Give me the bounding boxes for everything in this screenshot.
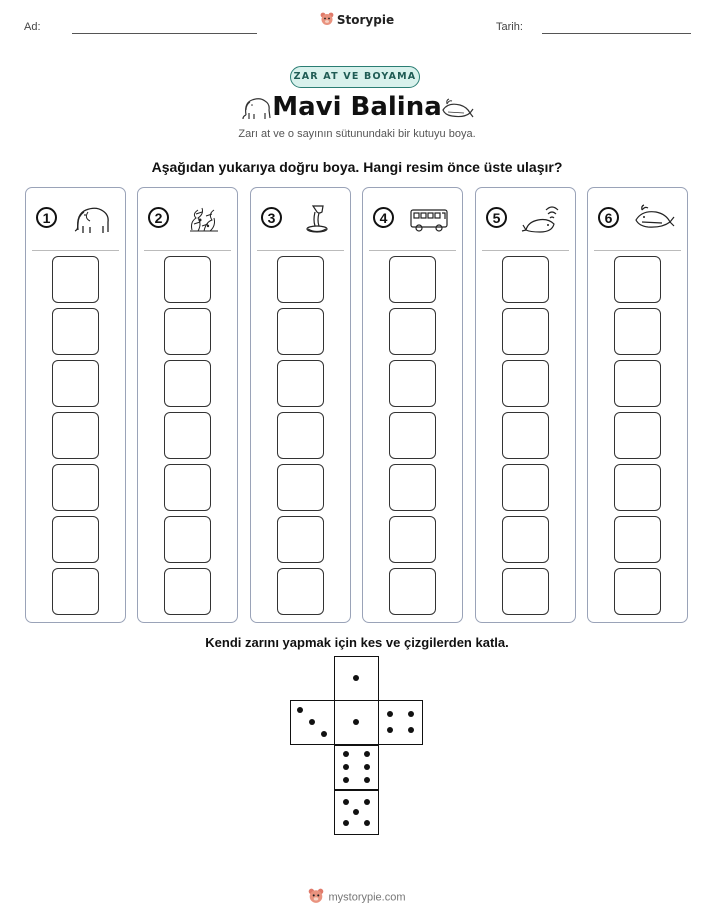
color-box[interactable]: [614, 412, 661, 459]
date-line: [542, 33, 691, 34]
color-box[interactable]: [277, 568, 324, 615]
dice-pip: [343, 764, 349, 770]
color-box[interactable]: [389, 412, 436, 459]
color-box[interactable]: [277, 412, 324, 459]
dice-pip: [343, 751, 349, 757]
color-box[interactable]: [52, 308, 99, 355]
column-number: 4: [373, 207, 394, 228]
color-box[interactable]: [164, 516, 211, 563]
instruction-text: Aşağıdan yukarıya doğru boya. Hangi resim önce üste ulaşır?: [151, 159, 563, 175]
column-divider: [32, 250, 119, 251]
bear-logo-icon: [320, 12, 334, 29]
dice-pip: [297, 707, 303, 713]
dice-pip: [343, 820, 349, 826]
dice-pip: [364, 820, 370, 826]
column-header: [138, 188, 237, 250]
bus-icon: [407, 200, 449, 236]
color-box[interactable]: [502, 464, 549, 511]
footer-url: mystorypie.com: [328, 891, 406, 904]
color-box[interactable]: [502, 360, 549, 407]
dice-face-3: [290, 700, 335, 745]
color-box[interactable]: [277, 256, 324, 303]
seaweed-icon: [182, 200, 224, 236]
dice-pip: [353, 809, 359, 815]
column-6: [587, 187, 688, 623]
dice-instruction: Kendi zarını yapmak için kes ve çizgilerden katla.: [205, 635, 509, 650]
color-box[interactable]: [277, 360, 324, 407]
color-box[interactable]: [277, 308, 324, 355]
color-box[interactable]: [614, 568, 661, 615]
column-divider: [369, 250, 456, 251]
column-header: [588, 188, 687, 250]
color-box[interactable]: [52, 412, 99, 459]
activity-badge: ZAR AT VE BOYAMA: [290, 66, 420, 88]
dice-pip: [353, 675, 359, 681]
dice-pip: [408, 727, 414, 733]
color-box[interactable]: [52, 516, 99, 563]
dice-face-4: [378, 700, 423, 745]
name-label: Ad:: [24, 21, 41, 33]
color-box[interactable]: [164, 308, 211, 355]
color-box[interactable]: [502, 256, 549, 303]
color-box[interactable]: [389, 256, 436, 303]
color-box[interactable]: [502, 516, 549, 563]
color-box[interactable]: [389, 360, 436, 407]
subtitle: Zarı at ve o sayının sütunundaki bir kutuyu boya.: [238, 128, 476, 140]
color-box[interactable]: [52, 256, 99, 303]
name-line: [72, 33, 257, 34]
column-divider: [144, 250, 231, 251]
color-box[interactable]: [389, 464, 436, 511]
color-box[interactable]: [389, 516, 436, 563]
page-title: Mavi Balina: [272, 92, 442, 122]
footer: [0, 888, 714, 907]
column-header: [476, 188, 575, 250]
brand-logo: [0, 12, 714, 29]
column-divider: [594, 250, 681, 251]
dice-pip: [309, 719, 315, 725]
dice-pip: [353, 719, 359, 725]
color-box[interactable]: [277, 464, 324, 511]
column-number: 2: [148, 207, 169, 228]
dice-pip: [387, 727, 393, 733]
dice-pip: [364, 751, 370, 757]
dice-pip: [408, 711, 414, 717]
color-box[interactable]: [164, 464, 211, 511]
color-box[interactable]: [164, 360, 211, 407]
color-box[interactable]: [52, 360, 99, 407]
color-box[interactable]: [614, 360, 661, 407]
color-box[interactable]: [164, 568, 211, 615]
color-box[interactable]: [164, 412, 211, 459]
dice-pip: [321, 731, 327, 737]
brand-name: Storypie: [336, 13, 395, 27]
dice-pip: [364, 799, 370, 805]
column-divider: [257, 250, 344, 251]
column-2: [137, 187, 238, 623]
dice-pip: [364, 777, 370, 783]
dice-face-5: [334, 790, 379, 835]
column-number: 5: [486, 207, 507, 228]
column-3: [250, 187, 351, 623]
dice-face-1: [334, 700, 379, 745]
column-header: [363, 188, 462, 250]
color-box[interactable]: [614, 308, 661, 355]
column-divider: [482, 250, 569, 251]
bear-logo-icon: [308, 888, 324, 907]
column-1: [25, 187, 126, 623]
color-box[interactable]: [164, 256, 211, 303]
dice-face-6: [334, 745, 379, 790]
dice-pip: [387, 711, 393, 717]
whale-title-icon: [440, 96, 474, 122]
dice-pip: [343, 799, 349, 805]
color-box[interactable]: [389, 308, 436, 355]
column-5: [475, 187, 576, 623]
dice-pip: [343, 777, 349, 783]
color-box[interactable]: [502, 568, 549, 615]
column-number: 3: [261, 207, 282, 228]
color-box[interactable]: [614, 256, 661, 303]
color-box[interactable]: [52, 464, 99, 511]
date-label: Tarih:: [496, 21, 523, 33]
column-header: [26, 188, 125, 250]
column-number: 6: [598, 207, 619, 228]
color-box[interactable]: [277, 516, 324, 563]
color-box[interactable]: [614, 516, 661, 563]
elephant-icon: [70, 200, 112, 236]
dice-pip: [364, 764, 370, 770]
whale-icon: [632, 200, 674, 236]
column-header: [251, 188, 350, 250]
dice-face-1: [334, 656, 379, 701]
fountain-icon: [295, 200, 337, 236]
color-box[interactable]: [389, 568, 436, 615]
whale-spout-icon: [520, 200, 562, 236]
color-box[interactable]: [52, 568, 99, 615]
column-number: 1: [36, 207, 57, 228]
color-box[interactable]: [502, 412, 549, 459]
color-box[interactable]: [502, 308, 549, 355]
column-4: [362, 187, 463, 623]
color-box[interactable]: [614, 464, 661, 511]
